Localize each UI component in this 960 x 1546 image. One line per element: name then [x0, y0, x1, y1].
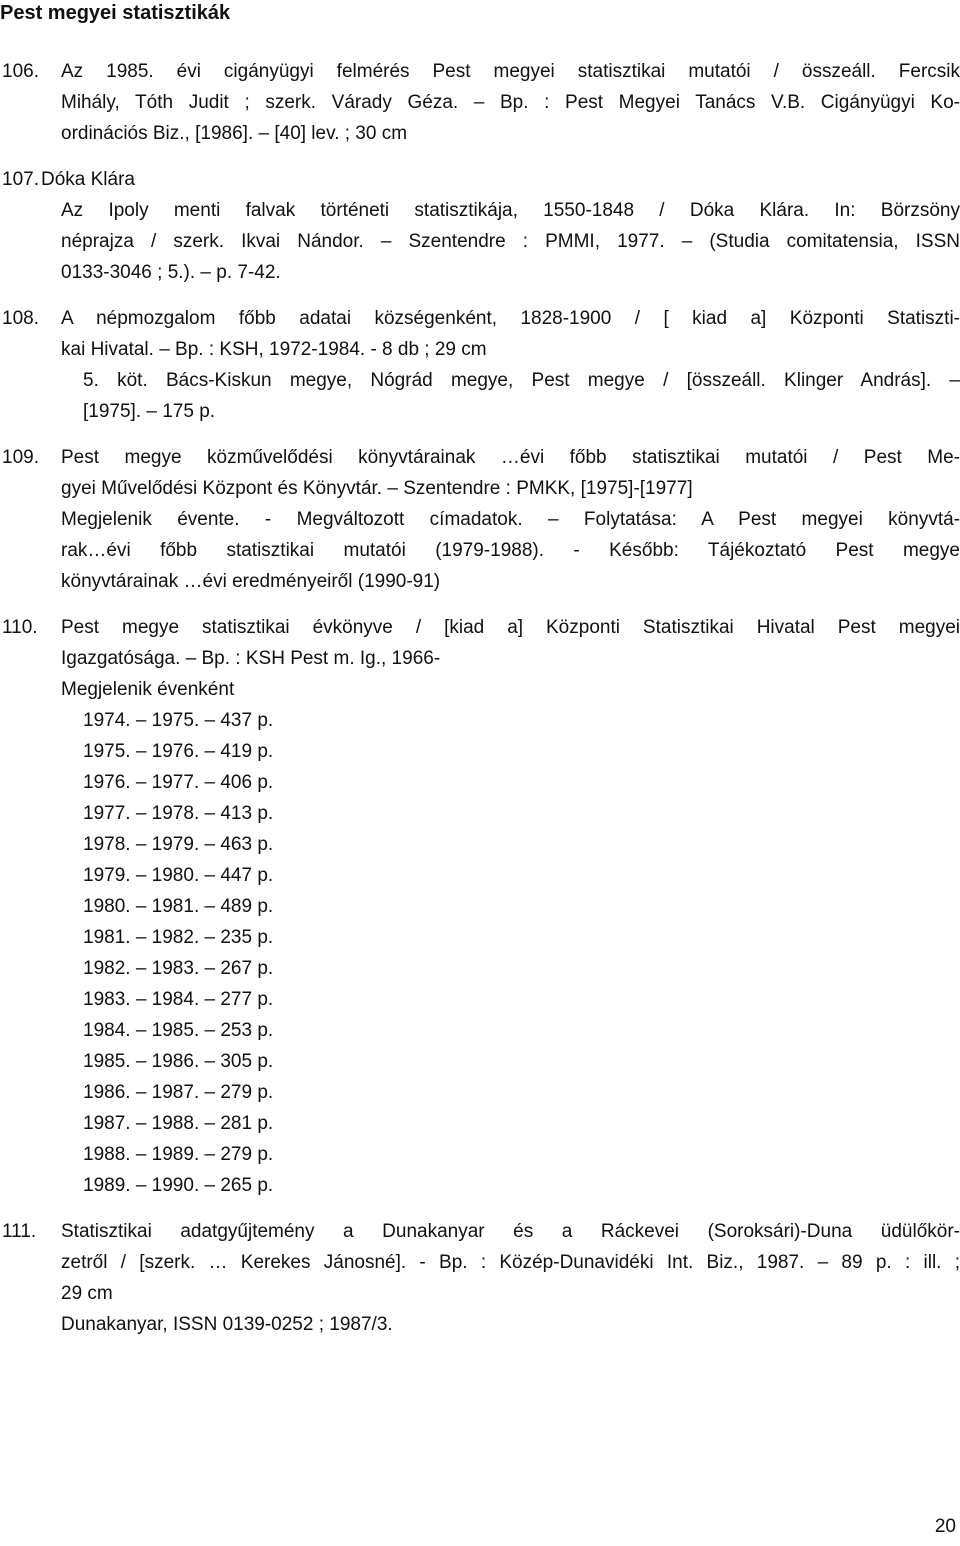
- entry-line: Megjelenik évenként: [61, 679, 235, 700]
- volume-row: 1977. – 1978. – 413 p.: [83, 803, 274, 824]
- entry-108: [0, 303, 960, 427]
- volume-list: [83, 705, 960, 1201]
- entry-line: Az Ipoly menti falvak történeti statisztikája, 1550-1848 / Dóka Klára. In: Börzsöny: [61, 200, 960, 221]
- entry-109: [0, 442, 960, 597]
- entry-line: A népmozgalom főbb adatai községenként, 1828-1900 / [ kiad a] Központi Statiszti-: [61, 308, 960, 329]
- entry-number: 107.: [2, 169, 39, 190]
- volume-row: 1976. – 1977. – 406 p.: [83, 772, 274, 793]
- volume-row: 1980. – 1981. – 489 p.: [83, 896, 274, 917]
- entry-107: [0, 164, 960, 288]
- entry-number: 111.: [2, 1221, 37, 1242]
- entry-line: [1975]. – 175 p.: [83, 401, 216, 422]
- entry-106: [0, 56, 960, 149]
- volume-row: 1985. – 1986. – 305 p.: [83, 1051, 274, 1072]
- entry-line: 0133-3046 ; 5.). – p. 7-42.: [61, 262, 281, 283]
- entry-line: könyvtárainak …évi eredményeiről (1990-91): [61, 571, 441, 592]
- entry-number: 109.: [2, 447, 39, 468]
- entry-body: [41, 164, 960, 288]
- entry-number: 106.: [2, 61, 39, 82]
- volume-row: 1984. – 1985. – 253 p.: [83, 1020, 274, 1041]
- bibliography-list: [0, 56, 960, 1340]
- volume-row: 1975. – 1976. – 419 p.: [83, 741, 274, 762]
- volume-row: 1978. – 1979. – 463 p.: [83, 834, 274, 855]
- entry-body: [61, 56, 960, 149]
- page-number: 20: [934, 1516, 956, 1537]
- entry-line: Az 1985. évi cigányügyi felmérés Pest megyei statisztikai mutatói / összeáll. Fercsik: [61, 61, 960, 82]
- entry-body: [61, 1216, 960, 1340]
- entry-line: zetről / [szerk. … Kerekes Jánosné]. - Bp. : Közép-Dunavidéki Int. Biz., 1987. – 89 p. : ill. ;: [61, 1252, 960, 1273]
- entry-line: Igazgatósága. – Bp. : KSH Pest m. Ig., 1966-: [61, 648, 441, 669]
- entry-line: Pest megye közművelődési könyvtárainak …évi főbb statisztikai mutatói / Pest Me-: [61, 447, 960, 468]
- entry-body: [61, 612, 960, 1201]
- entry-line: 29 cm: [61, 1283, 113, 1304]
- entry-line: Dunakanyar, ISSN 0139-0252 ; 1987/3.: [61, 1314, 393, 1335]
- entry-body: [61, 303, 960, 427]
- entry-line: kai Hivatal. – Bp. : KSH, 1972-1984. - 8 db ; 29 cm: [61, 339, 487, 360]
- entry-line: Megjelenik évente. - Megváltozott címadatok. – Folytatása: A Pest megyei könyvtá-: [61, 509, 960, 530]
- volume-row: 1986. – 1987. – 279 p.: [83, 1082, 274, 1103]
- entry-body: [61, 442, 960, 597]
- entry-line: Pest megye statisztikai évkönyve / [kiad a] Központi Statisztikai Hivatal Pest megyei: [61, 617, 960, 638]
- volume-row: 1981. – 1982. – 235 p.: [83, 927, 274, 948]
- entry-line: Mihály, Tóth Judit ; szerk. Várady Géza. – Bp. : Pest Megyei Tanács V.B. Cigányügyi Ko-: [61, 92, 960, 113]
- volume-row: 1983. – 1984. – 277 p.: [83, 989, 274, 1010]
- volume-row: 1974. – 1975. – 437 p.: [83, 710, 274, 731]
- page-header: Pest megyei statisztikák: [0, 2, 231, 24]
- entry-line: Statisztikai adatgyűjtemény a Dunakanyar és a Ráckevei (Soroksári)-Duna üdülőkör-: [61, 1221, 960, 1242]
- entry-number: 108.: [2, 308, 39, 329]
- volume-row: 1987. – 1988. – 281 p.: [83, 1113, 274, 1134]
- entry-line: gyei Művelődési Központ és Könyvtár. – Szentendre : PMKK, [1975]-[1977]: [61, 478, 693, 499]
- entry-author: Dóka Klára: [41, 169, 135, 190]
- entry-110: [0, 612, 960, 1201]
- entry-number: 110.: [2, 617, 38, 638]
- entry-line: néprajza / szerk. Ikvai Nándor. – Szentendre : PMMI, 1977. – (Studia comitatensia, ISSN: [61, 231, 960, 252]
- volume-row: 1979. – 1980. – 447 p.: [83, 865, 274, 886]
- entry-line: rak…évi főbb statisztikai mutatói (1979-1988). - Később: Tájékoztató Pest megye: [61, 540, 960, 561]
- volume-row: 1982. – 1983. – 267 p.: [83, 958, 274, 979]
- entry-111: [0, 1216, 960, 1340]
- entry-line: ordinációs Biz., [1986]. – [40] lev. ; 30 cm: [61, 123, 408, 144]
- volume-row: 1989. – 1990. – 265 p.: [83, 1175, 274, 1196]
- volume-row: 1988. – 1989. – 279 p.: [83, 1144, 274, 1165]
- entry-line: 5. köt. Bács-Kiskun megye, Nógrád megye, Pest megye / [összeáll. Klinger András]. –: [83, 370, 960, 391]
